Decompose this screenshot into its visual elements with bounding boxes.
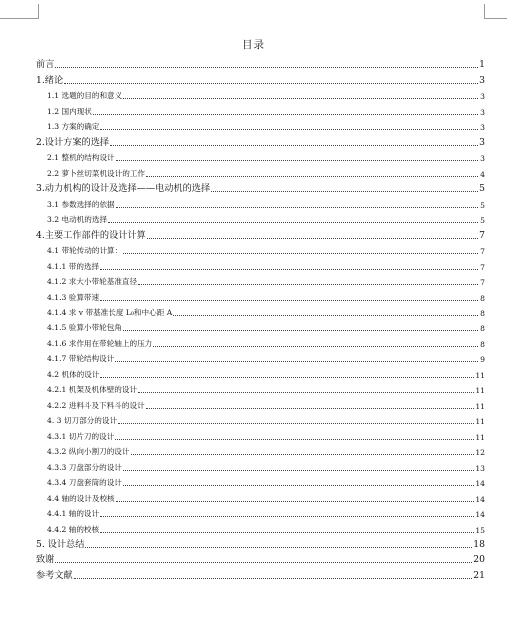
dot-leader: [146, 408, 475, 409]
toc-entry[interactable]: [36, 519, 485, 534]
toc-entry-page-number: 14: [475, 494, 485, 504]
toc-entry-title: 1.1 选题的目的和意义: [47, 91, 123, 101]
toc-entry-title: 4.3.4 刀盘套筒的设计: [47, 478, 122, 488]
toc-entry[interactable]: [36, 442, 485, 457]
toc-entry[interactable]: [36, 333, 485, 348]
dot-leader: [116, 501, 475, 502]
toc-entry-title: 4.1.3 验算带速: [47, 292, 100, 302]
dot-leader: [55, 67, 478, 68]
toc-entry-title: 致谢: [36, 554, 55, 566]
toc-entry-page-number: 7: [480, 278, 485, 288]
dot-leader: [138, 284, 478, 285]
toc-entry-title: 4.2.2 进料斗及下料斗的设计: [47, 400, 145, 410]
dot-leader: [100, 516, 474, 517]
toc-entry-title: 4.4 轴的设计及校核: [47, 493, 115, 503]
toc-entry-title: 4.1.7 带轮结构设计: [47, 354, 115, 364]
toc-entry-page-number: 13: [475, 463, 485, 473]
page-title: 目录: [242, 39, 265, 51]
dot-leader: [74, 578, 473, 579]
dot-leader: [123, 485, 474, 486]
toc-entry-title: 前言: [36, 59, 55, 71]
toc-entry-page-number: 5: [479, 183, 485, 195]
toc-entry-title: 4.2.1 机架及机体壁的设计: [47, 385, 138, 395]
toc-entry[interactable]: [36, 457, 485, 472]
dot-leader: [123, 253, 478, 254]
dot-leader: [100, 377, 474, 378]
dot-leader: [115, 439, 474, 440]
toc-entry-title: 3.1 参数选择的依据: [47, 199, 115, 209]
toc-entry[interactable]: [36, 411, 485, 426]
toc-entry-page-number: 3: [480, 107, 485, 117]
toc-entry-title: 4.4.1 轴的设计: [47, 509, 100, 519]
toc-entry-page-number: 1: [479, 59, 485, 71]
toc-entry-page-number: 11: [475, 401, 485, 411]
toc-entry-page-number: 4: [480, 169, 485, 179]
toc-entry[interactable]: [36, 179, 485, 194]
toc-entry[interactable]: [36, 426, 485, 441]
toc-entry-title: 2.1 整机的结构设计: [47, 153, 115, 163]
dot-leader: [100, 532, 474, 533]
toc-entry-page-number: 9: [480, 355, 485, 365]
toc-entry-title: 4.3.1 切片刀的设计: [47, 431, 115, 441]
toc-entry-title: 2.设计方案的选择: [36, 136, 110, 148]
toc-entry-title: 4.3.3 刀盘部分的设计: [47, 462, 122, 472]
toc-entry-page-number: 7: [479, 229, 485, 241]
toc-entry-page-number: 11: [475, 370, 485, 380]
dot-leader: [115, 361, 478, 362]
toc-entry[interactable]: [36, 117, 485, 132]
toc-entry-page-number: 3: [479, 74, 485, 86]
dot-leader: [131, 454, 475, 455]
toc-entry[interactable]: [36, 210, 485, 225]
dot-leader: [116, 160, 478, 161]
toc-entry-page-number: 8: [480, 293, 485, 303]
toc-entry-title: 4.1.6 求作用在带轮轴上的压力: [47, 338, 153, 348]
dot-leader: [93, 114, 478, 115]
toc-entry-page-number: 3: [480, 92, 485, 102]
dot-leader: [64, 83, 478, 84]
toc-entry[interactable]: [36, 318, 485, 333]
toc-entry[interactable]: [36, 55, 485, 70]
toc-entry[interactable]: [36, 349, 485, 364]
dot-leader: [55, 562, 472, 563]
toc-entry-page-number: 3: [480, 123, 485, 133]
toc-entry-page-number: 11: [475, 432, 485, 442]
toc-entry[interactable]: [36, 148, 485, 163]
dot-leader: [123, 98, 478, 99]
toc-entry-page-number: 18: [473, 539, 485, 550]
toc-entry[interactable]: [36, 225, 485, 240]
dot-leader: [110, 145, 478, 146]
toc-entry-title: 4.4.2 轴的校核: [47, 524, 100, 534]
dot-leader: [138, 392, 474, 393]
toc-entry-page-number: 21: [473, 569, 485, 581]
toc-entry-title: 4.2 机体的设计: [47, 369, 100, 379]
dot-leader: [173, 315, 478, 316]
toc-entry-page-number: 8: [480, 308, 485, 318]
toc-entry[interactable]: [36, 488, 485, 503]
toc-entry[interactable]: [36, 194, 485, 209]
toc-entry-page-number: 14: [475, 479, 485, 489]
toc-entry-title: 4.主要工作部件的设计计算: [36, 229, 146, 241]
dot-leader: [153, 346, 478, 347]
toc-entry[interactable]: [36, 550, 485, 565]
toc-entry-page-number: 5: [480, 200, 485, 210]
toc-entry[interactable]: [36, 101, 485, 116]
toc-entry[interactable]: [36, 256, 485, 271]
toc-entry-page-number: 3: [479, 136, 485, 148]
page-corner-mark-right: [484, 4, 507, 19]
dot-leader: [100, 269, 478, 270]
dot-leader: [85, 547, 472, 548]
toc-entry-page-number: 14: [475, 510, 485, 520]
toc-entry-page-number: 7: [480, 262, 485, 272]
dot-leader: [123, 470, 474, 471]
toc-entry-title: 4. 3 切刀部分的设计: [47, 416, 118, 426]
toc-entry-page-number: 20: [473, 554, 485, 566]
toc-entry[interactable]: [36, 380, 485, 395]
toc-entry-page-number: 15: [475, 525, 485, 535]
toc-entry[interactable]: [36, 241, 485, 256]
toc-entry-title: 5. 设计总结: [36, 539, 85, 550]
dot-leader: [123, 330, 478, 331]
toc-entry-page-number: 12: [475, 448, 485, 458]
toc-entry-title: 4.1.5 验算小带轮包角: [47, 323, 122, 333]
toc-entry[interactable]: [36, 287, 485, 302]
table-of-contents: [36, 55, 485, 581]
page-corner-mark-left: [0, 4, 39, 19]
toc-entry-title: 1.3 方案的确定: [47, 122, 100, 132]
toc-entry-page-number: 7: [480, 247, 485, 257]
toc-entry-title: 3.动力机构的设计及选择——电动机的选择: [36, 183, 211, 195]
toc-entry[interactable]: [36, 272, 485, 287]
toc-entry[interactable]: [36, 504, 485, 519]
toc-entry-title: 1.绪论: [36, 74, 64, 86]
dot-leader: [100, 129, 478, 130]
toc-entry[interactable]: [36, 70, 485, 85]
dot-leader: [146, 176, 478, 177]
toc-entry-page-number: 11: [475, 386, 485, 396]
toc-entry-title: 4.3.2 纵向小割刀的设计: [47, 447, 130, 457]
dot-leader: [118, 423, 474, 424]
toc-entry[interactable]: [36, 535, 485, 550]
toc-entry-title: 4.1.1 带的选择: [47, 261, 100, 271]
toc-entry-title: 4.1.4 求 v 带基准长度 L₀和中心距 A: [47, 307, 173, 317]
toc-entry-title: 2.2 萝卜丝切菜机设计的工作: [47, 168, 146, 178]
toc-entry-title: 4.1 带轮传动的计算：: [47, 246, 123, 256]
toc-entry-title: 参考文献: [36, 569, 73, 581]
dot-leader: [100, 300, 478, 301]
toc-entry-page-number: 8: [480, 339, 485, 349]
toc-entry-page-number: 5: [480, 216, 485, 226]
toc-entry-title: 3.2 电动机的选择: [47, 215, 108, 225]
dot-leader: [116, 207, 478, 208]
toc-entry[interactable]: [36, 132, 485, 147]
toc-entry[interactable]: [36, 473, 485, 488]
toc-entry[interactable]: [36, 163, 485, 178]
toc-entry[interactable]: [36, 565, 485, 580]
dot-leader: [108, 222, 478, 223]
toc-entry-title: 1.2 国内现状: [47, 106, 92, 116]
toc-entry-page-number: 8: [480, 324, 485, 334]
toc-entry[interactable]: [36, 395, 485, 410]
dot-leader: [211, 191, 478, 192]
toc-entry[interactable]: [36, 364, 485, 379]
toc-entry[interactable]: [36, 303, 485, 318]
toc-entry-page-number: 11: [475, 417, 485, 427]
toc-entry-page-number: 3: [480, 154, 485, 164]
toc-entry-title: 4.1.2 求大小带轮基准直径: [47, 277, 138, 287]
toc-entry[interactable]: [36, 86, 485, 101]
dot-leader: [147, 238, 478, 239]
